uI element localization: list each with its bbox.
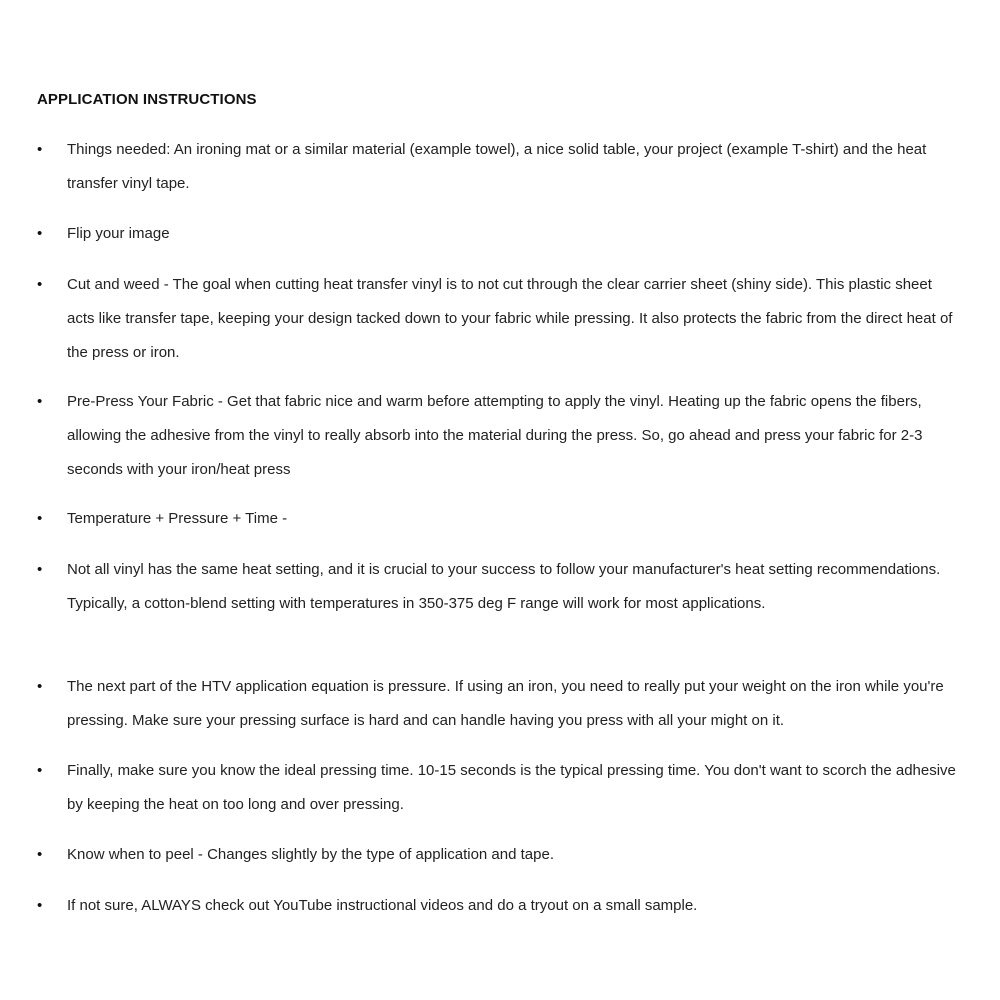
bullet-marker: • <box>37 846 43 863</box>
list-item-text: Know when to peel - Changes slightly by the type of application and tape. <box>67 846 554 863</box>
bullet-marker: • <box>37 897 43 914</box>
bullet-marker: • <box>37 141 43 158</box>
list-item-text: Finally, make sure you know the ideal pressing time. 10-15 seconds is the typical pressing time. You don't want to scorch the adhesive by keeping the heat on too long and over pressing. <box>67 762 956 813</box>
list-item-text: Cut and weed - The goal when cutting heat transfer vinyl is to not cut through the clear carrier sheet (shiny side). This plastic sheet acts like transfer tape, keeping your design tacked down to your fabric while pressing. It also protects the fabric from the direct heat of the press or iron. <box>67 276 953 361</box>
bullet-marker: • <box>37 276 43 293</box>
list-item-text: Temperature + Pressure + Time - <box>67 510 288 527</box>
bullet-marker: • <box>37 510 43 527</box>
bullet-marker: • <box>37 393 43 410</box>
bullet-marker: • <box>37 561 43 578</box>
bullet-marker: • <box>37 225 43 242</box>
list-item-text: Not all vinyl has the same heat setting, and it is crucial to your success to follow your manufacturer's heat setting recommendations. Typically, a cotton-blend setting with temperatures in 350-375 deg F range will work for most applications. <box>67 561 941 612</box>
list-item-text: The next part of the HTV application equation is pressure. If using an iron, you need to really put your weight on the iron while you're pressing. Make sure your pressing surface is hard and can handle having you press with all your might on it. <box>67 678 944 729</box>
bullet-marker: • <box>37 678 43 695</box>
list-item-text: Pre-Press Your Fabric - Get that fabric nice and warm before attempting to apply the vinyl. Heating up the fabric opens the fibers, allowing the adhesive from the vinyl to really absorb into the material during the press. So, go ahead and press your fabric for 2-3 seconds with your iron/heat press <box>67 393 923 478</box>
bullet-marker: • <box>37 762 43 779</box>
list-item-text: Flip your image <box>67 225 170 242</box>
page-title: APPLICATION INSTRUCTIONS <box>37 91 257 108</box>
list-item-text: Things needed: An ironing mat or a similar material (example towel), a nice solid table, your project (example T-shirt) and the heat transfer vinyl tape. <box>67 141 927 192</box>
list-item-text: If not sure, ALWAYS check out YouTube instructional videos and do a tryout on a small sample. <box>67 897 698 914</box>
